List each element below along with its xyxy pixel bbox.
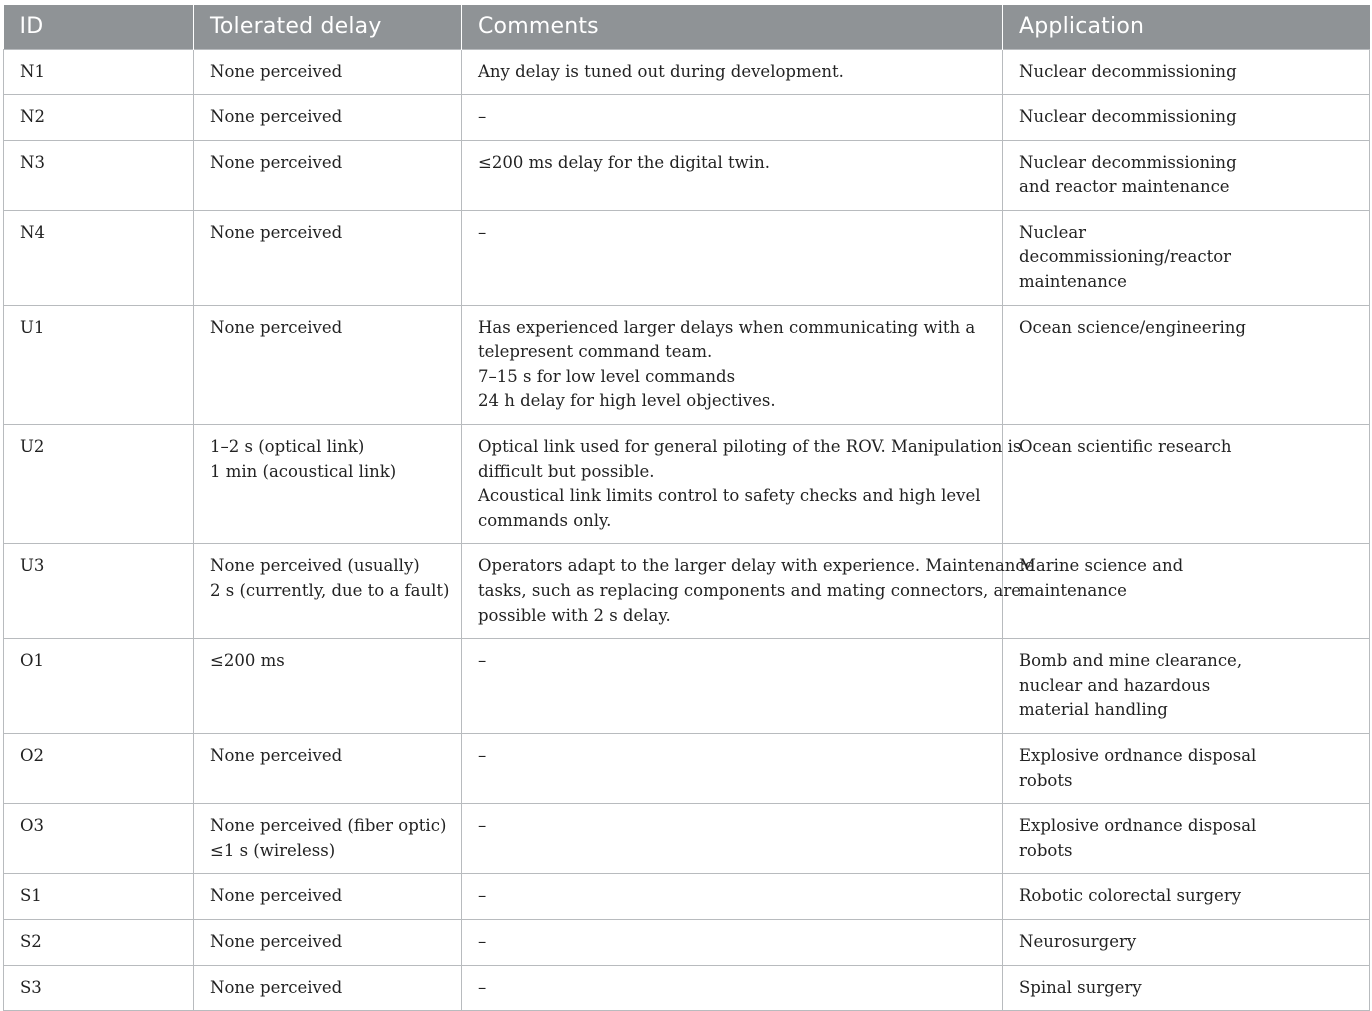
cell-application-line: Spinal surgery [1019, 977, 1142, 997]
delay-table [3, 5, 1370, 1011]
table-row [4, 425, 1370, 544]
cell-id: U2 [4, 425, 194, 544]
cell-comments-line: 24 h delay for high level objectives. [478, 391, 776, 411]
table-row [4, 639, 1370, 734]
cell-application-line: Bomb and mine clearance, [1019, 651, 1243, 671]
cell-id: U1 [4, 305, 194, 424]
cell-comments [462, 49, 1003, 95]
cell-comments-line: Acoustical link limits control to safety checks and high level [478, 486, 981, 506]
cell-comments-line: tasks, such as replacing components and mating connectors, are [478, 581, 1022, 600]
cell-tolerated-delay-line: None perceived (fiber optic) [210, 816, 447, 836]
cell-application-line: Nuclear [1019, 222, 1087, 242]
cell-tolerated-delay-line: ≤1 s (wireless) [210, 840, 336, 860]
cell-comments-line: – [478, 745, 487, 765]
cell-comments [462, 544, 1035, 639]
cell-comments-line: – [478, 651, 487, 671]
cell-tolerated-delay [194, 874, 462, 920]
cell-tolerated-delay [194, 95, 462, 141]
cell-comments-line: difficult but possible. [478, 461, 655, 481]
cell-comments-line: – [478, 977, 487, 997]
cell-tolerated-delay-line: None perceived [210, 745, 343, 765]
cell-id: N3 [4, 140, 194, 210]
cell-application-line: Neurosurgery [1019, 931, 1137, 951]
cell-comments [462, 919, 1003, 965]
table-row [4, 919, 1370, 965]
cell-comments-line: possible with 2 s delay. [478, 605, 671, 625]
cell-tolerated-delay-line: None perceived [210, 61, 343, 81]
cell-comments-line: Operators adapt to the larger delay with experience. Maintenance [478, 556, 1035, 576]
cell-application-line: robots [1019, 770, 1073, 790]
cell-tolerated-delay [194, 210, 462, 305]
cell-comments [462, 210, 1003, 305]
cell-comments-line: – [478, 886, 487, 906]
cell-application-line: and reactor maintenance [1019, 177, 1230, 197]
header-comments: Comments [462, 5, 1003, 49]
cell-application-line: Ocean science/engineering [1019, 317, 1246, 337]
cell-tolerated-delay-line: None perceived [210, 886, 343, 906]
cell-tolerated-delay-line: None perceived [210, 977, 343, 997]
cell-id: S3 [4, 965, 194, 1011]
cell-comments-line: – [478, 222, 487, 242]
cell-application [1003, 544, 1370, 639]
table-row [4, 95, 1370, 141]
table-row [4, 49, 1370, 95]
cell-comments-line: Any delay is tuned out during development. [478, 61, 844, 81]
cell-id: S2 [4, 919, 194, 965]
cell-comments [462, 965, 1003, 1011]
cell-tolerated-delay [194, 965, 462, 1011]
cell-tolerated-delay [194, 919, 462, 965]
cell-tolerated-delay [194, 140, 462, 210]
cell-tolerated-delay-line: None perceived [210, 931, 343, 951]
cell-tolerated-delay [194, 804, 462, 874]
cell-application-line: Explosive ordnance disposal [1019, 816, 1257, 836]
cell-application-line: Ocean scientific research [1019, 437, 1232, 457]
table-row [4, 965, 1370, 1011]
cell-comments-line: – [478, 931, 487, 951]
table-row [4, 210, 1370, 305]
cell-tolerated-delay-line: None perceived [210, 107, 343, 127]
cell-comments [462, 874, 1003, 920]
table-body [4, 49, 1370, 1011]
table-row [4, 544, 1370, 639]
cell-application-line: decommissioning/reactor [1019, 247, 1232, 267]
cell-application-line: maintenance [1019, 581, 1127, 600]
cell-comments-line: – [478, 107, 487, 127]
cell-application-line: material handling [1019, 700, 1168, 720]
cell-application [1003, 95, 1370, 141]
cell-tolerated-delay-line: None perceived [210, 317, 343, 337]
cell-tolerated-delay [194, 639, 462, 734]
cell-id: U3 [4, 544, 194, 639]
cell-tolerated-delay [194, 49, 462, 95]
cell-application [1003, 804, 1370, 874]
cell-id: O1 [4, 639, 194, 734]
cell-application [1003, 919, 1370, 965]
table-row [4, 804, 1370, 874]
cell-tolerated-delay-line: 1 min (acoustical link) [210, 461, 397, 481]
cell-comments [462, 804, 1003, 874]
cell-application-line: Nuclear decommissioning [1019, 107, 1237, 127]
table-row [4, 874, 1370, 920]
cell-comments-line: telepresent command team. [478, 342, 713, 362]
cell-id: N1 [4, 49, 194, 95]
cell-application [1003, 210, 1370, 305]
header-application: Application [1003, 5, 1370, 49]
cell-comments-line: commands only. [478, 510, 612, 530]
cell-application [1003, 639, 1370, 734]
cell-comments [462, 733, 1003, 803]
cell-comments [462, 305, 1003, 424]
cell-tolerated-delay [194, 733, 462, 803]
cell-comments [462, 95, 1003, 141]
cell-id: N2 [4, 95, 194, 141]
cell-tolerated-delay [194, 425, 462, 544]
cell-id: S1 [4, 874, 194, 920]
cell-application [1003, 733, 1370, 803]
cell-application [1003, 49, 1370, 95]
cell-application [1003, 425, 1370, 544]
delay-table-container [3, 5, 1369, 1011]
cell-application-line: Nuclear decommissioning [1019, 61, 1237, 81]
header-tolerated-delay: Tolerated delay [194, 5, 462, 49]
header-id: ID [4, 5, 194, 49]
cell-tolerated-delay [194, 305, 462, 424]
table-row [4, 140, 1370, 210]
cell-comments [462, 140, 1003, 210]
cell-comments-line: Has experienced larger delays when communicating with a [478, 317, 976, 337]
cell-comments [462, 639, 1003, 734]
cell-id: O3 [4, 804, 194, 874]
cell-application-line: Robotic colorectal surgery [1019, 886, 1242, 906]
cell-tolerated-delay-line: 1–2 s (optical link) [210, 437, 365, 457]
cell-tolerated-delay-line: None perceived (usually) [210, 556, 420, 576]
header-row [4, 5, 1370, 49]
cell-comments [462, 425, 1022, 544]
cell-application [1003, 965, 1370, 1011]
cell-application-line: robots [1019, 840, 1073, 860]
cell-id: N4 [4, 210, 194, 305]
cell-comments-line: 7–15 s for low level commands [478, 366, 736, 386]
cell-comments-line: – [478, 816, 487, 836]
cell-application-line: Marine science and [1019, 556, 1184, 576]
cell-application-line: nuclear and hazardous [1019, 675, 1211, 695]
cell-tolerated-delay [194, 544, 462, 639]
cell-application [1003, 140, 1370, 210]
cell-application-line: maintenance [1019, 272, 1127, 292]
cell-application [1003, 305, 1370, 424]
cell-tolerated-delay-line: ≤200 ms [210, 651, 285, 671]
cell-application [1003, 874, 1370, 920]
cell-tolerated-delay-line: 2 s (currently, due to a fault) [210, 581, 450, 600]
cell-tolerated-delay-line: None perceived [210, 152, 343, 172]
cell-tolerated-delay-line: None perceived [210, 222, 343, 242]
cell-comments-line: ≤200 ms delay for the digital twin. [478, 152, 770, 172]
cell-id: O2 [4, 733, 194, 803]
table-row [4, 733, 1370, 803]
table-header [4, 5, 1370, 49]
table-row [4, 305, 1370, 424]
cell-application-line: Explosive ordnance disposal [1019, 745, 1257, 765]
cell-comments-line: Optical link used for general piloting of the ROV. Manipulation is [478, 437, 1022, 457]
cell-application-line: Nuclear decommissioning [1019, 152, 1237, 172]
